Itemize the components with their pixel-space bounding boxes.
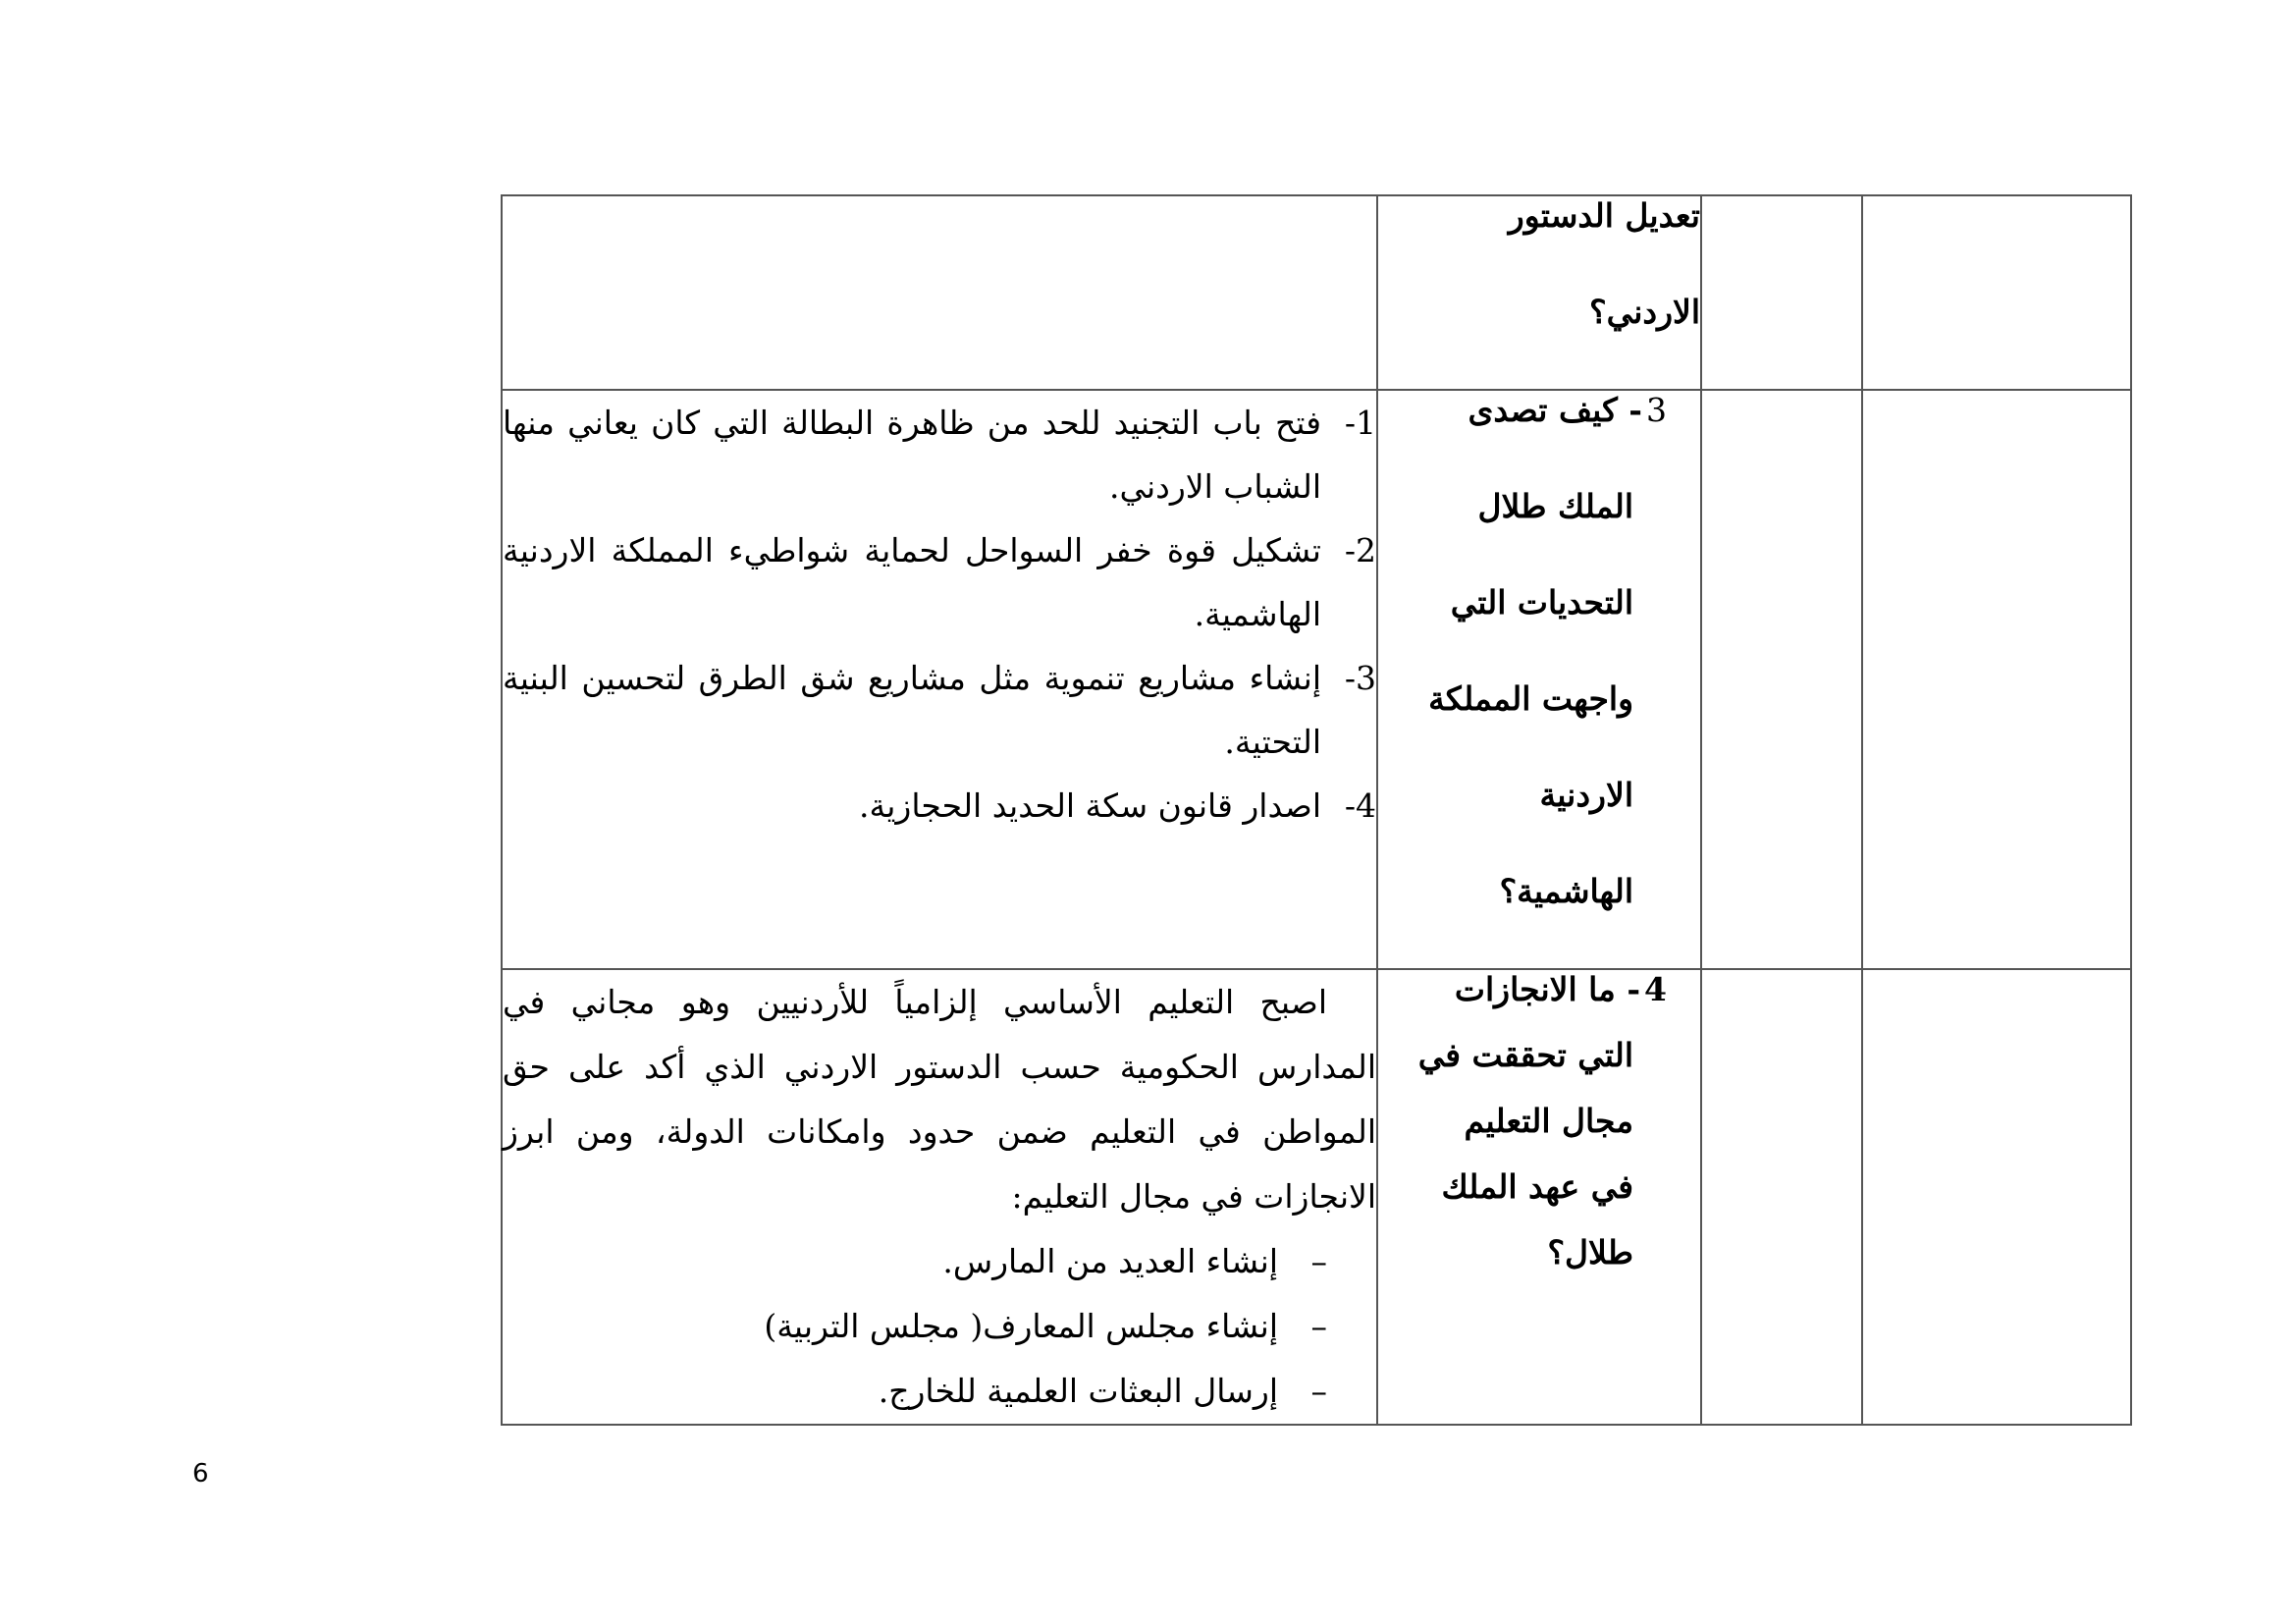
table-row <box>502 195 2131 390</box>
empty-cell <box>1862 390 2131 969</box>
question-line: طلال؟ <box>1547 1233 1633 1272</box>
answer-paragraph: اصبح التعليم الأساسي إلزامياً للأردنيين وهو مجاني في المدارس الحكومية حسب الدستور الاردني الذي أكد على حق المواطن في التعليم ضمن حدود وامكانات الدولة، ومن ابرز الانجازات في مجال التعليم: <box>503 983 1376 1216</box>
list-item <box>503 646 1376 774</box>
list-item <box>503 391 1376 518</box>
item-text: تشكيل قوة خفر السواحل لحماية شواطيء المملكة الاردنية الهاشمية. <box>503 531 1321 633</box>
item-number: 2- <box>1344 531 1376 569</box>
questions-table <box>501 194 2132 1426</box>
list-item <box>503 774 1376 838</box>
question-text: - كيف تصدى <box>1468 391 1642 429</box>
question-line <box>1378 391 1667 487</box>
item-text: إنشاء العديد من المارس. <box>942 1242 1278 1280</box>
question-line: في عهد الملك <box>1441 1167 1633 1206</box>
page-number: 6 <box>192 1459 209 1489</box>
question-text: - ما الانجازات <box>1454 970 1641 1008</box>
list-item <box>503 1229 1376 1294</box>
item-text: إنشاء مجلس المعارف( مجلس التربية) <box>764 1307 1278 1345</box>
table-row <box>502 969 2131 1425</box>
list-item <box>503 518 1376 646</box>
question-cell <box>1377 969 1701 1425</box>
list-item <box>503 1294 1376 1359</box>
empty-cell <box>1862 195 2131 390</box>
question-line: التحديات التي <box>1450 583 1633 622</box>
question-line: الاردني؟ <box>1589 293 1700 331</box>
question-line: الملك طلال <box>1477 487 1633 525</box>
question-line: الاردنية <box>1539 776 1633 814</box>
item-text: إرسال البعثات العلمية للخارج. <box>878 1372 1278 1410</box>
empty-cell <box>1862 969 2131 1425</box>
bullet-dash: – <box>1310 1307 1327 1345</box>
item-number: 3- <box>1344 659 1376 697</box>
list-item <box>503 1359 1376 1424</box>
answer-cell <box>502 390 1377 969</box>
question-line: مجال التعليم <box>1464 1102 1633 1140</box>
bullet-dash: – <box>1310 1242 1327 1280</box>
answer-cell <box>502 195 1377 390</box>
item-text: إنشاء مشاريع تنموية مثل مشاريع شق الطرق لتحسين البنية التحتية. <box>503 659 1321 761</box>
empty-cell <box>1701 390 1862 969</box>
question-line: التي تحققت في <box>1417 1036 1633 1074</box>
item-number: 1- <box>1344 404 1376 442</box>
question-number: 3 <box>1646 391 1667 429</box>
empty-cell <box>1701 195 1862 390</box>
question-cell <box>1377 195 1701 390</box>
question-line: واجهت المملكة <box>1428 679 1633 718</box>
item-text: فتح باب التجنيد للحد من ظاهرة البطالة التي كان يعاني منها الشباب الاردني. <box>503 404 1321 506</box>
item-text: اصدار قانون سكة الحديد الحجازية. <box>859 786 1321 825</box>
empty-cell <box>1701 969 1862 1425</box>
answer-cell <box>502 969 1377 1425</box>
item-number: 4- <box>1344 786 1376 825</box>
table-row <box>502 390 2131 969</box>
bullet-dash: – <box>1310 1372 1327 1410</box>
question-line <box>1378 970 1667 1036</box>
question-number: 4 <box>1644 970 1667 1008</box>
question-line: تعديل الدستور <box>1508 196 1700 235</box>
question-cell <box>1377 390 1701 969</box>
question-line: الهاشمية؟ <box>1499 872 1633 910</box>
